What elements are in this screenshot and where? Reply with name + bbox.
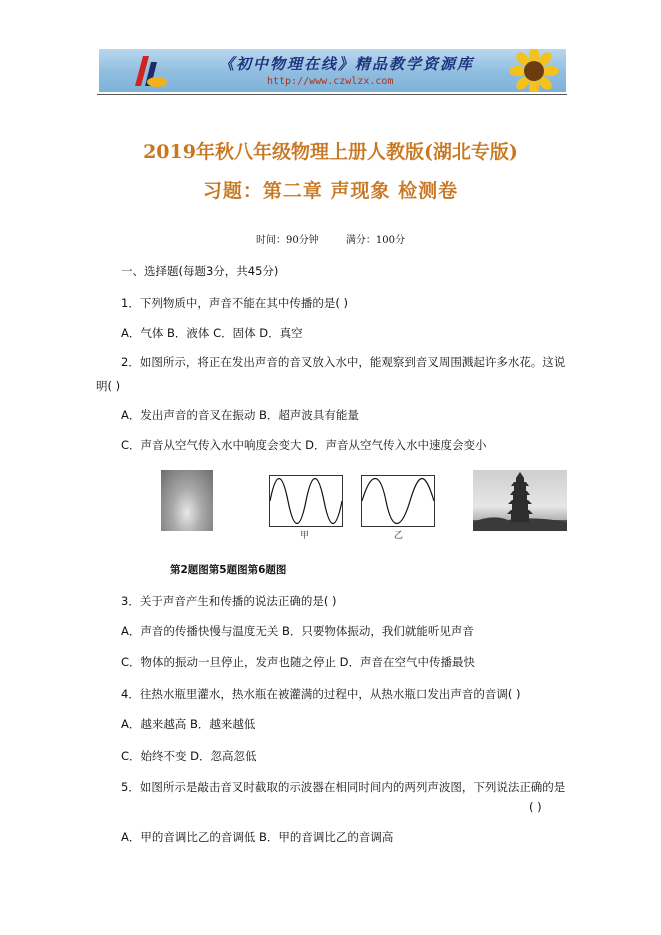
exam-meta [0, 231, 661, 246]
question-2-options-ab: A．发出声音的音叉在振动 B．超声波具有能量 [121, 408, 359, 422]
waveform-a [269, 475, 343, 527]
waveform-b-label: 乙 [394, 531, 404, 541]
header-banner [99, 49, 566, 92]
question-3-options-cd: C．物体的振动一旦停止，发声也随之停止 D．声音在空气中传播最快 [121, 655, 476, 669]
question-1: 1．下列物质中，声音不能在其中传播的是( ) [121, 296, 348, 310]
exam-score: 满分：100分 [345, 235, 405, 246]
question-4-options-ab: A．越来越高 B．越来越低 [121, 717, 256, 731]
question-2-options-cd: C．声音从空气传入水中响度会变大 D．声音从空气传入水中速度会变小 [121, 438, 487, 452]
question-5-answer-blank: ( ) [529, 800, 542, 814]
question-2: 2．如图所示，将正在发出声音的音叉放入水中，能观察到音叉周围溅起许多水花。这说 [121, 355, 566, 369]
banner-title: 《初中物理在线》精品教学资源库 [219, 55, 475, 73]
waveform-b [361, 475, 435, 527]
waveform-a-label: 甲 [300, 531, 310, 541]
tuning-fork-water-photo [161, 470, 213, 531]
exam-time: 时间：90分钟 [255, 235, 319, 246]
question-4-options-cd: C．始终不变 D．忽高忽低 [121, 749, 257, 763]
sunflower-icon [506, 49, 562, 92]
question-5-options-ab: A．甲的音调比乙的音调低 B．甲的音调比乙的音调高 [121, 830, 394, 844]
question-4: 4．往热水瓶里灌水，热水瓶在被灌满的过程中，从热水瓶口发出声音的音调( ) [121, 687, 521, 701]
figure-caption: 第2题图第5题图第6题图 [170, 564, 287, 576]
question-5: 5．如图所示是敲击音叉时截取的示波器在相同时间内的两列声波图，下列说法正确的是 [121, 780, 566, 794]
question-3: 3．关于声音产生和传播的说法正确的是( ) [121, 594, 337, 608]
logo-icon [129, 52, 169, 90]
question-1-options: A．气体 B．液体 C．固体 D．真空 [121, 326, 303, 340]
document-subtitle: 习题：第二章 声现象 检测卷 [202, 180, 459, 202]
question-2-continued: 明( ) [96, 379, 121, 393]
section-heading: 一、选择题(每题3分，共45分) [121, 264, 279, 278]
document-title: 2019年秋八年级物理上册人教版(湖北专版) [143, 141, 518, 163]
pagoda-photo [473, 470, 567, 531]
question-3-options-ab: A．声音的传播快慢与温度无关 B．只要物体振动，我们就能听见声音 [121, 624, 474, 638]
banner-url: http://www.czwlzx.com [267, 76, 394, 87]
header-rule [97, 94, 567, 95]
